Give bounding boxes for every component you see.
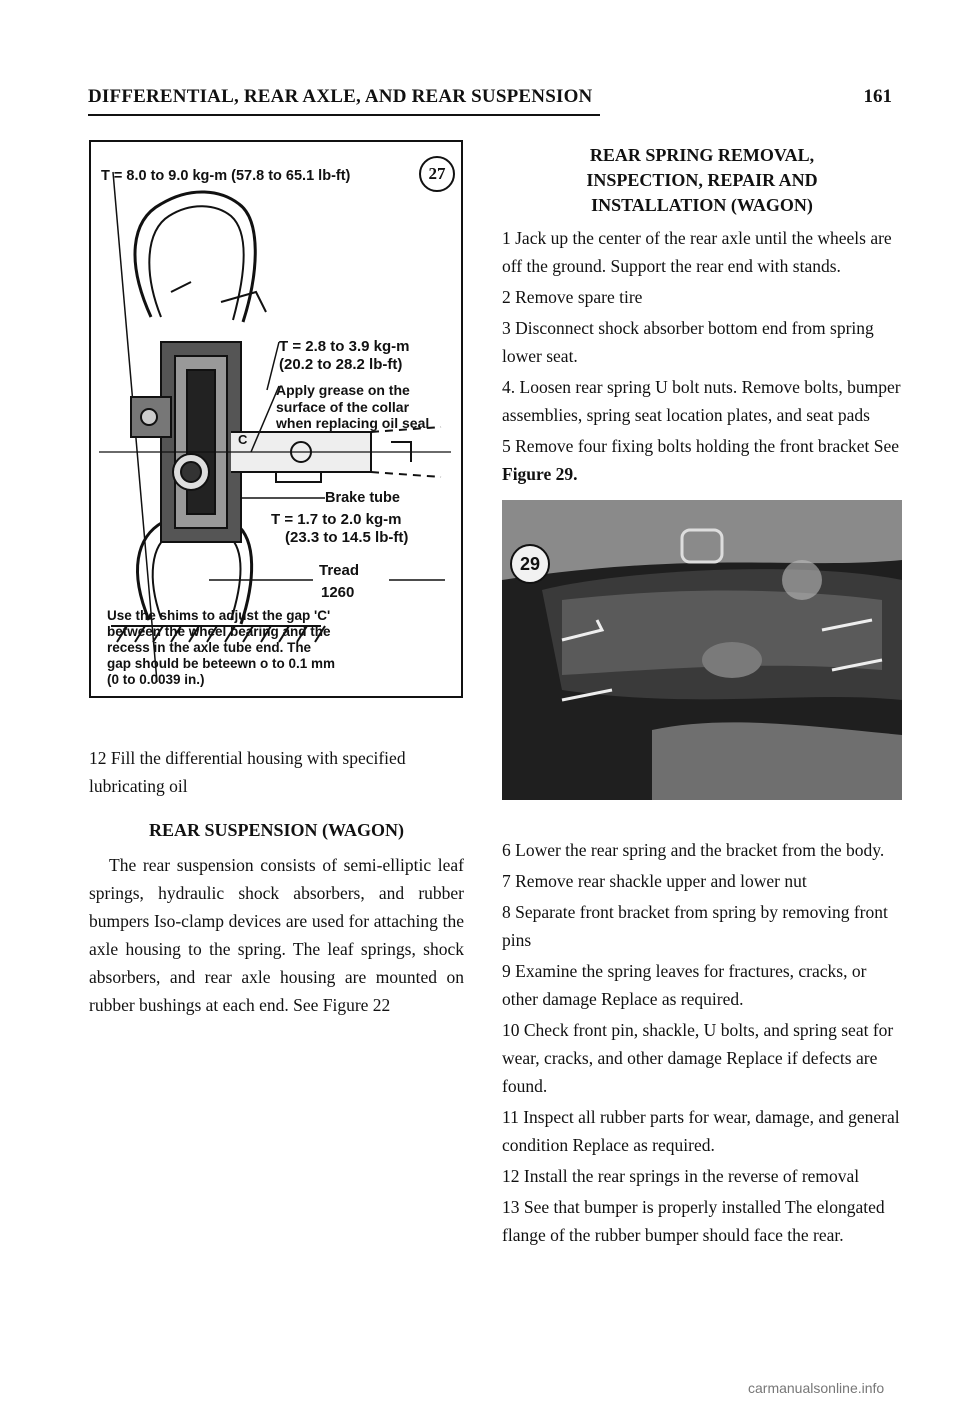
shim-line3: recess in the axle tube end. The: [107, 639, 312, 655]
rear-suspension-paragraph: The rear suspension consists of semi-elliptic leaf springs, hydraulic shock absorbers, and rubber bumpers Iso-clamp devices are used for attaching the axle housing to the spring. The leaf springs, shock absorbers, and rear axle housing are mounted on rubber bushings at each end. See Figure 22: [89, 855, 464, 1015]
torque-2-line1: T = 2.8 to 3.9 kg-m: [279, 338, 410, 355]
figure-29-photo: [502, 500, 902, 800]
grease-line2: surface of the collar: [276, 398, 410, 415]
torque-callout-2: [279, 338, 409, 373]
step-8: 8 Separate front bracket from spring by removing front pins: [502, 902, 888, 950]
heading-line3: INSTALLATION (WAGON): [591, 195, 813, 215]
step-12-install: 12 Install the rear springs in the reverse of removal: [502, 1166, 860, 1186]
tread-label: Tread: [319, 562, 360, 579]
grease-line1: Apply grease on the: [276, 382, 410, 398]
step-7: 7 Remove rear shackle upper and lower nut: [502, 871, 807, 891]
left-column-text: [89, 744, 464, 1019]
shim-line5: (0 to 0.0039 in.): [107, 671, 205, 687]
page-header: [88, 86, 910, 116]
gap-c-label: C: [238, 432, 248, 447]
rear-bracket-photo-illustration: [502, 500, 902, 800]
page-number: 161: [863, 86, 892, 107]
brake-tube-label: Brake tube: [325, 490, 400, 506]
step-13: 13 See that bumper is properly installed The elongated flange of the rubber bumper should face the rear.: [502, 1197, 885, 1245]
step-2: 2 Remove spare tire: [502, 287, 643, 307]
figure-29-link[interactable]: Figure 29.: [502, 464, 578, 484]
shim-note: [107, 608, 335, 688]
step-5: [502, 432, 902, 488]
heading-line1: REAR SPRING REMOVAL,: [589, 145, 815, 165]
torque-callout-3: [271, 511, 408, 546]
step-11: 11 Inspect all rubber parts for wear, damage, and general condition Replace as required.: [502, 1107, 900, 1155]
spring-removal-heading: [502, 143, 902, 218]
figure-number-badge: 27: [419, 156, 455, 192]
step-4: 4. Loosen rear spring U bolt nuts. Remove bolts, bumper assemblies, spring seat location plates, and seat pads: [502, 377, 901, 425]
watermark: carmanualsonline.info: [748, 1380, 885, 1396]
heading-line2: INSPECTION, REPAIR AND: [586, 170, 818, 190]
step-3: 3 Disconnect shock absorber bottom end from spring lower seat.: [502, 318, 874, 366]
section-title: DIFFERENTIAL, REAR AXLE, AND REAR SUSPENSION: [88, 86, 593, 107]
figure-27: [89, 140, 463, 698]
torque-2-line2: (20.2 to 28.2 lb-ft): [279, 355, 403, 373]
shim-line2: between the wheel bearing and the: [107, 623, 331, 639]
grease-line3: when replacing oil seal: [276, 415, 430, 432]
tread-value: 1260: [321, 584, 355, 601]
step-10: 10 Check front pin, shackle, U bolts, and spring seat for wear, cracks, and other damage Replace if defects are found.: [502, 1020, 894, 1096]
right-column-top: [502, 143, 902, 488]
figure-27-torque-main: T = 8.0 to 9.0 kg-m (57.8 to 65.1 lb-ft): [101, 168, 351, 184]
torque-3-line2: (23.3 to 14.5 lb-ft): [285, 528, 409, 546]
grease-note: [276, 382, 429, 432]
step-6: 6 Lower the rear spring and the bracket from the body.: [502, 840, 885, 860]
step-12-fill: 12 Fill the differential housing with specified lubricating oil: [89, 748, 406, 796]
step-1: 1 Jack up the center of the rear axle until the wheels are off the ground. Support the rear end with stands.: [502, 228, 892, 276]
shim-line4: gap should be beteewn o to 0.1 mm: [107, 655, 336, 671]
step-5-text: 5 Remove four fixing bolts holding the front bracket See: [502, 436, 900, 456]
step-9: 9 Examine the spring leaves for fractures, cracks, or other damage Replace as required.: [502, 961, 867, 1009]
shim-line1: Use the shims to adjust the gap 'C': [107, 608, 331, 623]
right-column-bottom: [502, 836, 902, 1249]
figure-29-badge: 29: [510, 544, 550, 584]
header-rule: [88, 114, 600, 116]
torque-3-line1: T = 1.7 to 2.0 kg-m: [271, 511, 402, 528]
rear-suspension-heading: REAR SUSPENSION (WAGON): [148, 820, 405, 840]
